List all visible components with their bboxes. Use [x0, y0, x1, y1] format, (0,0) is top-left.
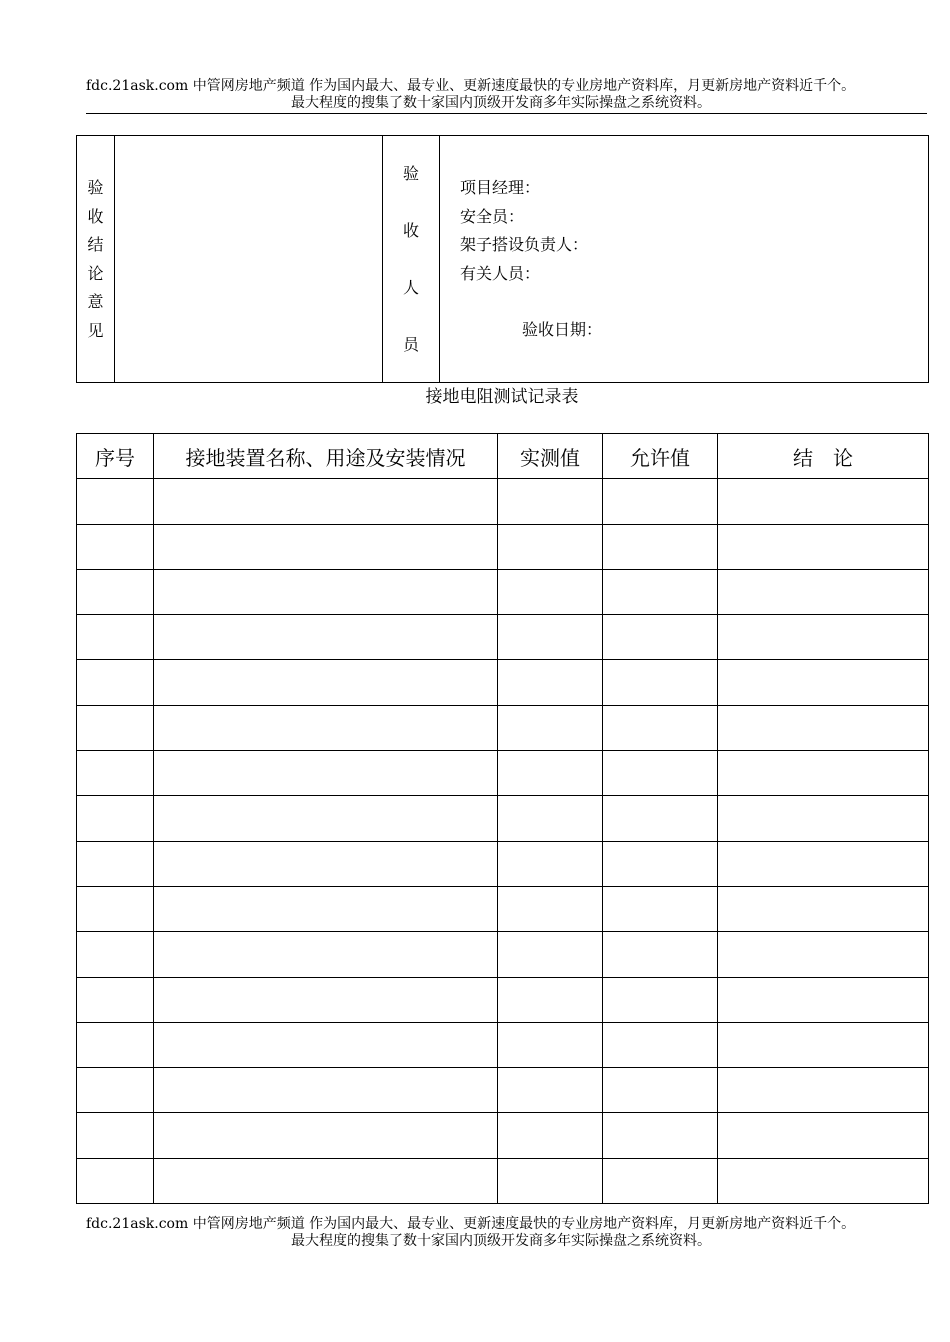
table-cell[interactable] [603, 524, 718, 569]
acceptance-date-label: 验收日期： [522, 320, 603, 340]
table-cell[interactable] [718, 705, 929, 750]
table-cell[interactable] [77, 751, 154, 796]
table-cell[interactable] [77, 1113, 154, 1158]
grounding-record-table [76, 433, 929, 1204]
table-cell[interactable] [498, 1158, 603, 1203]
table-cell[interactable] [154, 1022, 498, 1067]
project-manager-label: 项目经理： [460, 178, 541, 197]
table-cell[interactable] [77, 841, 154, 886]
column-header: 接地装置名称、用途及安装情况 [154, 434, 498, 479]
related-staff-label: 有关人员： [460, 263, 541, 283]
table-cell[interactable] [603, 886, 718, 931]
table-cell[interactable] [603, 705, 718, 750]
table-cell[interactable] [77, 1068, 154, 1113]
header-rule [86, 113, 927, 114]
page-header [86, 78, 940, 112]
table-cell[interactable] [718, 932, 929, 977]
table-cell[interactable] [154, 1158, 498, 1203]
column-header: 序号 [77, 434, 154, 479]
table-cell[interactable] [77, 1022, 154, 1067]
table-cell[interactable] [498, 660, 603, 705]
table-cell[interactable] [718, 1068, 929, 1113]
table-cell[interactable] [718, 1113, 929, 1158]
footer-line-2: 最大程度的搜集了数十家国内顶级开发商多年实际操盘之系统资料。 [291, 1233, 711, 1249]
table-cell[interactable] [603, 660, 718, 705]
table-row [77, 705, 929, 750]
table-row [77, 1022, 929, 1067]
record-table-title: 接地电阻测试记录表 [425, 387, 579, 407]
table-cell[interactable] [498, 615, 603, 660]
table-cell[interactable] [718, 479, 929, 524]
table-cell[interactable] [154, 796, 498, 841]
table-cell[interactable] [498, 1068, 603, 1113]
table-cell[interactable] [498, 751, 603, 796]
table-row [77, 660, 929, 705]
table-cell[interactable] [77, 524, 154, 569]
table-cell[interactable] [154, 751, 498, 796]
table-cell[interactable] [498, 1022, 603, 1067]
table-cell[interactable] [154, 841, 498, 886]
table-cell[interactable] [77, 479, 154, 524]
table-cell[interactable] [603, 1068, 718, 1113]
table-cell[interactable] [154, 569, 498, 614]
table-row [77, 615, 929, 660]
header-line-1: fdc.21ask.com 中管网房地产频道 作为国内最大、最专业、更新速度最快的专业房地产资料库，月更新房地产资料近千个。 [86, 78, 856, 94]
table-cell[interactable] [603, 977, 718, 1022]
personnel-label: 验 收 人 员 [383, 136, 440, 383]
table-row [77, 796, 929, 841]
table-cell[interactable] [498, 932, 603, 977]
scaffold-lead-label: 架子搭设负责人： [460, 235, 589, 255]
table-cell[interactable] [498, 886, 603, 931]
table-cell[interactable] [718, 524, 929, 569]
header-line-2: 最大程度的搜集了数十家国内顶级开发商多年实际操盘之系统资料。 [291, 95, 711, 111]
table-row [77, 524, 929, 569]
safety-officer-label: 安全员： [460, 206, 525, 226]
table-cell[interactable] [77, 796, 154, 841]
table-cell[interactable] [718, 1158, 929, 1203]
table-cell[interactable] [154, 705, 498, 750]
column-header: 实测值 [498, 434, 603, 479]
table-row [77, 1113, 929, 1158]
table-cell[interactable] [603, 796, 718, 841]
table-cell[interactable] [77, 1158, 154, 1203]
table-cell[interactable] [718, 615, 929, 660]
table-cell[interactable] [77, 615, 154, 660]
table-cell[interactable] [498, 796, 603, 841]
table-cell[interactable] [154, 977, 498, 1022]
table-cell[interactable] [603, 751, 718, 796]
personnel-field[interactable] [440, 136, 929, 383]
table-cell[interactable] [498, 1113, 603, 1158]
page-footer [86, 1216, 940, 1250]
table-cell[interactable] [154, 479, 498, 524]
table-cell[interactable] [154, 524, 498, 569]
table-cell[interactable] [498, 977, 603, 1022]
table-cell[interactable] [498, 705, 603, 750]
table-cell[interactable] [603, 1113, 718, 1158]
table-row [77, 1068, 929, 1113]
table-cell[interactable] [603, 569, 718, 614]
table-cell[interactable] [498, 841, 603, 886]
table-cell[interactable] [603, 841, 718, 886]
table-row [77, 977, 929, 1022]
table-cell[interactable] [603, 932, 718, 977]
table-cell[interactable] [603, 479, 718, 524]
table-header-row [77, 434, 929, 479]
table-cell[interactable] [718, 796, 929, 841]
table-cell[interactable] [498, 569, 603, 614]
table-cell[interactable] [718, 1022, 929, 1067]
conclusion-field[interactable] [115, 136, 383, 383]
table-cell[interactable] [154, 1113, 498, 1158]
table-row [77, 569, 929, 614]
acceptance-table [76, 135, 929, 383]
table-cell[interactable] [718, 751, 929, 796]
table-cell[interactable] [77, 569, 154, 614]
column-header: 结 论 [718, 434, 929, 479]
table-cell[interactable] [154, 660, 498, 705]
table-cell[interactable] [603, 1158, 718, 1203]
table-cell[interactable] [603, 615, 718, 660]
table-cell[interactable] [77, 977, 154, 1022]
table-cell[interactable] [154, 932, 498, 977]
table-cell[interactable] [498, 524, 603, 569]
table-row [77, 751, 929, 796]
table-cell[interactable] [718, 569, 929, 614]
table-cell[interactable] [77, 660, 154, 705]
table-cell[interactable] [77, 932, 154, 977]
table-cell[interactable] [154, 886, 498, 931]
conclusion-label: 验 收 结 论 意 见 [77, 136, 115, 383]
table-row [77, 1158, 929, 1203]
table-cell[interactable] [77, 886, 154, 931]
table-row [77, 841, 929, 886]
table-row [77, 479, 929, 524]
table-cell[interactable] [154, 1068, 498, 1113]
table-cell[interactable] [718, 660, 929, 705]
column-header: 允许值 [603, 434, 718, 479]
table-cell[interactable] [154, 615, 498, 660]
table-row [77, 886, 929, 931]
table-cell[interactable] [498, 479, 603, 524]
footer-line-1: fdc.21ask.com 中管网房地产频道 作为国内最大、最专业、更新速度最快的专业房地产资料库，月更新房地产资料近千个。 [86, 1216, 856, 1232]
table-cell[interactable] [718, 886, 929, 931]
table-cell[interactable] [77, 705, 154, 750]
table-row [77, 932, 929, 977]
table-cell[interactable] [718, 977, 929, 1022]
table-cell[interactable] [718, 841, 929, 886]
table-cell[interactable] [603, 1022, 718, 1067]
